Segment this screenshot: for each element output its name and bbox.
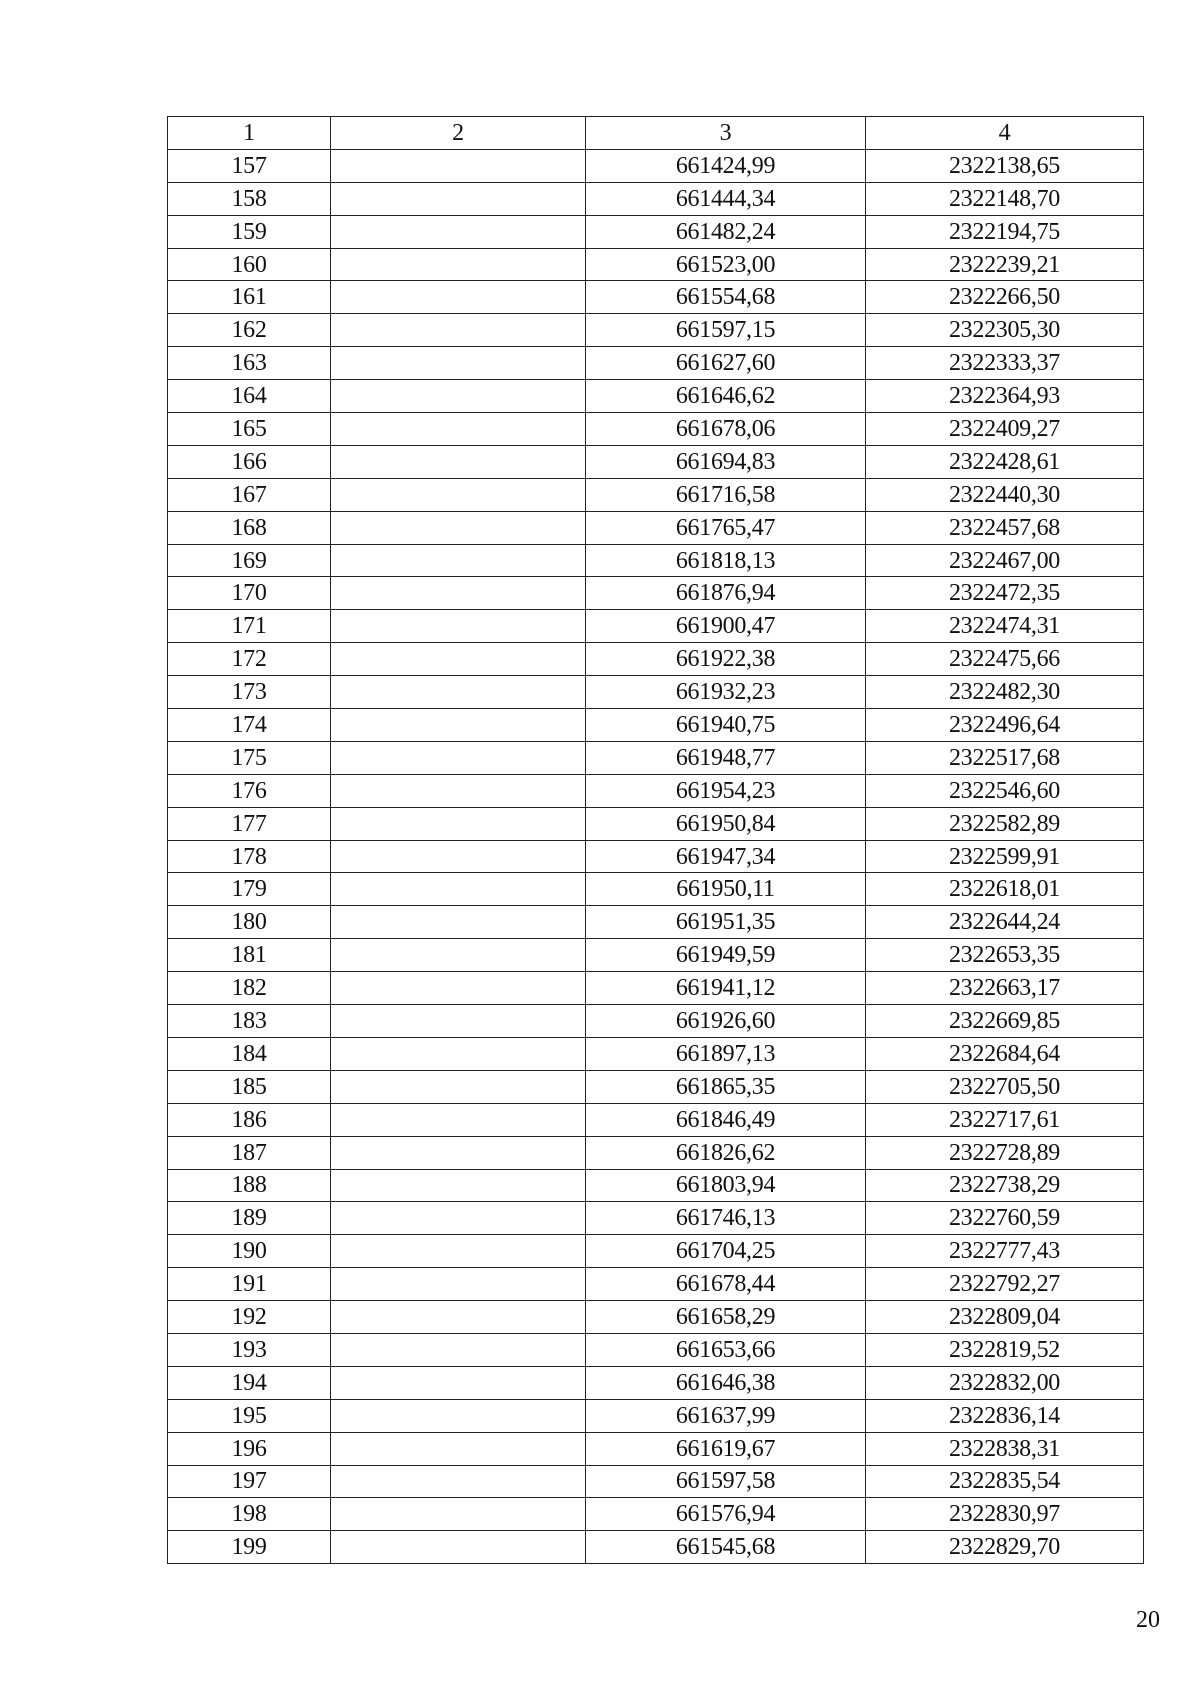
cell-y-coordinate: 2322669,85 [866, 1005, 1144, 1038]
cell-point-number: 176 [168, 774, 331, 807]
table-row [168, 807, 1144, 840]
cell-y-coordinate: 2322644,24 [866, 906, 1144, 939]
table-header-row [168, 117, 1144, 150]
cell-x-coordinate: 661424,99 [586, 149, 866, 182]
cell-y-coordinate: 2322148,70 [866, 182, 1144, 215]
cell-x-coordinate: 661545,68 [586, 1531, 866, 1564]
cell-y-coordinate: 2322760,59 [866, 1202, 1144, 1235]
table-row [168, 610, 1144, 643]
cell-point-number: 170 [168, 577, 331, 610]
cell-column-2 [331, 1432, 586, 1465]
cell-y-coordinate: 2322663,17 [866, 972, 1144, 1005]
cell-column-2 [331, 676, 586, 709]
cell-y-coordinate: 2322428,61 [866, 445, 1144, 478]
table-row [168, 774, 1144, 807]
cell-column-2 [331, 1103, 586, 1136]
cell-y-coordinate: 2322717,61 [866, 1103, 1144, 1136]
cell-column-2 [331, 1531, 586, 1564]
cell-x-coordinate: 661826,62 [586, 1136, 866, 1169]
cell-x-coordinate: 661704,25 [586, 1235, 866, 1268]
cell-point-number: 180 [168, 906, 331, 939]
header-cell-y-coordinate: 4 [866, 117, 1144, 150]
table-row [168, 248, 1144, 281]
cell-y-coordinate: 2322777,43 [866, 1235, 1144, 1268]
cell-column-2 [331, 610, 586, 643]
table-row [168, 1333, 1144, 1366]
table-row [168, 643, 1144, 676]
cell-x-coordinate: 661876,94 [586, 577, 866, 610]
cell-y-coordinate: 2322582,89 [866, 807, 1144, 840]
cell-point-number: 188 [168, 1169, 331, 1202]
table-row [168, 1268, 1144, 1301]
table-row [168, 347, 1144, 380]
cell-x-coordinate: 661926,60 [586, 1005, 866, 1038]
table-row [168, 1531, 1144, 1564]
cell-y-coordinate: 2322830,97 [866, 1498, 1144, 1531]
table-row [168, 939, 1144, 972]
table-row [168, 873, 1144, 906]
cell-column-2 [331, 380, 586, 413]
cell-column-2 [331, 215, 586, 248]
cell-column-2 [331, 1399, 586, 1432]
cell-column-2 [331, 1202, 586, 1235]
cell-column-2 [331, 840, 586, 873]
cell-y-coordinate: 2322496,64 [866, 709, 1144, 742]
cell-x-coordinate: 661765,47 [586, 511, 866, 544]
cell-x-coordinate: 661694,83 [586, 445, 866, 478]
cell-y-coordinate: 2322792,27 [866, 1268, 1144, 1301]
cell-column-2 [331, 873, 586, 906]
cell-column-2 [331, 1037, 586, 1070]
cell-point-number: 187 [168, 1136, 331, 1169]
cell-point-number: 195 [168, 1399, 331, 1432]
cell-point-number: 168 [168, 511, 331, 544]
cell-x-coordinate: 661678,06 [586, 413, 866, 446]
cell-y-coordinate: 2322829,70 [866, 1531, 1144, 1564]
cell-column-2 [331, 972, 586, 1005]
table-row [168, 840, 1144, 873]
cell-y-coordinate: 2322457,68 [866, 511, 1144, 544]
cell-column-2 [331, 709, 586, 742]
coordinates-table [167, 116, 1144, 1564]
cell-x-coordinate: 661627,60 [586, 347, 866, 380]
cell-x-coordinate: 661646,62 [586, 380, 866, 413]
cell-column-2 [331, 1235, 586, 1268]
cell-x-coordinate: 661576,94 [586, 1498, 866, 1531]
cell-x-coordinate: 661949,59 [586, 939, 866, 972]
cell-y-coordinate: 2322333,37 [866, 347, 1144, 380]
cell-x-coordinate: 661619,67 [586, 1432, 866, 1465]
cell-column-2 [331, 413, 586, 446]
cell-column-2 [331, 1268, 586, 1301]
cell-y-coordinate: 2322364,93 [866, 380, 1144, 413]
cell-y-coordinate: 2322440,30 [866, 478, 1144, 511]
table-row [168, 1202, 1144, 1235]
table-row [168, 709, 1144, 742]
cell-x-coordinate: 661523,00 [586, 248, 866, 281]
cell-x-coordinate: 661482,24 [586, 215, 866, 248]
cell-column-2 [331, 1070, 586, 1103]
cell-point-number: 159 [168, 215, 331, 248]
cell-point-number: 181 [168, 939, 331, 972]
cell-point-number: 175 [168, 741, 331, 774]
table-row [168, 1103, 1144, 1136]
cell-x-coordinate: 661658,29 [586, 1301, 866, 1334]
cell-column-2 [331, 445, 586, 478]
cell-y-coordinate: 2322138,65 [866, 149, 1144, 182]
cell-y-coordinate: 2322832,00 [866, 1366, 1144, 1399]
cell-y-coordinate: 2322836,14 [866, 1399, 1144, 1432]
cell-point-number: 191 [168, 1268, 331, 1301]
cell-column-2 [331, 774, 586, 807]
cell-point-number: 194 [168, 1366, 331, 1399]
cell-point-number: 179 [168, 873, 331, 906]
cell-x-coordinate: 661846,49 [586, 1103, 866, 1136]
cell-column-2 [331, 149, 586, 182]
cell-point-number: 199 [168, 1531, 331, 1564]
table-row [168, 1432, 1144, 1465]
table-row [168, 1301, 1144, 1334]
cell-point-number: 164 [168, 380, 331, 413]
cell-column-2 [331, 1333, 586, 1366]
table-row [168, 1366, 1144, 1399]
cell-y-coordinate: 2322239,21 [866, 248, 1144, 281]
table-row [168, 1465, 1144, 1498]
cell-x-coordinate: 661940,75 [586, 709, 866, 742]
table-row [168, 380, 1144, 413]
cell-column-2 [331, 1366, 586, 1399]
cell-x-coordinate: 661597,58 [586, 1465, 866, 1498]
cell-x-coordinate: 661922,38 [586, 643, 866, 676]
cell-y-coordinate: 2322482,30 [866, 676, 1144, 709]
cell-point-number: 174 [168, 709, 331, 742]
cell-column-2 [331, 1465, 586, 1498]
cell-y-coordinate: 2322599,91 [866, 840, 1144, 873]
table-row [168, 1070, 1144, 1103]
table-row [168, 544, 1144, 577]
cell-point-number: 186 [168, 1103, 331, 1136]
cell-x-coordinate: 661637,99 [586, 1399, 866, 1432]
cell-point-number: 184 [168, 1037, 331, 1070]
table-row [168, 149, 1144, 182]
cell-column-2 [331, 281, 586, 314]
cell-point-number: 160 [168, 248, 331, 281]
cell-x-coordinate: 661932,23 [586, 676, 866, 709]
cell-column-2 [331, 1005, 586, 1038]
cell-x-coordinate: 661653,66 [586, 1333, 866, 1366]
cell-y-coordinate: 2322618,01 [866, 873, 1144, 906]
cell-point-number: 189 [168, 1202, 331, 1235]
table-row [168, 1037, 1144, 1070]
cell-x-coordinate: 661954,23 [586, 774, 866, 807]
cell-column-2 [331, 577, 586, 610]
cell-point-number: 162 [168, 314, 331, 347]
table-row [168, 972, 1144, 1005]
table-row [168, 1399, 1144, 1432]
cell-x-coordinate: 661951,35 [586, 906, 866, 939]
table-row [168, 676, 1144, 709]
cell-column-2 [331, 906, 586, 939]
cell-x-coordinate: 661950,11 [586, 873, 866, 906]
cell-point-number: 196 [168, 1432, 331, 1465]
cell-column-2 [331, 643, 586, 676]
cell-column-2 [331, 1136, 586, 1169]
cell-x-coordinate: 661950,84 [586, 807, 866, 840]
cell-column-2 [331, 182, 586, 215]
cell-y-coordinate: 2322467,00 [866, 544, 1144, 577]
cell-y-coordinate: 2322835,54 [866, 1465, 1144, 1498]
cell-y-coordinate: 2322194,75 [866, 215, 1144, 248]
table-row [168, 1005, 1144, 1038]
header-cell-x-coordinate: 3 [586, 117, 866, 150]
table-row [168, 1169, 1144, 1202]
cell-point-number: 166 [168, 445, 331, 478]
cell-column-2 [331, 939, 586, 972]
cell-point-number: 192 [168, 1301, 331, 1334]
cell-column-2 [331, 1301, 586, 1334]
cell-column-2 [331, 1169, 586, 1202]
cell-point-number: 171 [168, 610, 331, 643]
table-body [168, 149, 1144, 1563]
table-row [168, 182, 1144, 215]
table-row [168, 1136, 1144, 1169]
cell-column-2 [331, 347, 586, 380]
cell-x-coordinate: 661597,15 [586, 314, 866, 347]
cell-x-coordinate: 661948,77 [586, 741, 866, 774]
cell-x-coordinate: 661444,34 [586, 182, 866, 215]
table-row [168, 511, 1144, 544]
cell-y-coordinate: 2322517,68 [866, 741, 1144, 774]
cell-x-coordinate: 661941,12 [586, 972, 866, 1005]
table-row [168, 906, 1144, 939]
cell-point-number: 190 [168, 1235, 331, 1268]
cell-column-2 [331, 1498, 586, 1531]
cell-x-coordinate: 661818,13 [586, 544, 866, 577]
cell-y-coordinate: 2322475,66 [866, 643, 1144, 676]
cell-point-number: 183 [168, 1005, 331, 1038]
table-row [168, 577, 1144, 610]
cell-x-coordinate: 661554,68 [586, 281, 866, 314]
cell-y-coordinate: 2322474,31 [866, 610, 1144, 643]
cell-y-coordinate: 2322266,50 [866, 281, 1144, 314]
cell-point-number: 193 [168, 1333, 331, 1366]
cell-y-coordinate: 2322546,60 [866, 774, 1144, 807]
page-number: 20 [1136, 1607, 1160, 1633]
table-row [168, 478, 1144, 511]
cell-y-coordinate: 2322684,64 [866, 1037, 1144, 1070]
cell-y-coordinate: 2322653,35 [866, 939, 1144, 972]
cell-y-coordinate: 2322738,29 [866, 1169, 1144, 1202]
cell-column-2 [331, 314, 586, 347]
cell-column-2 [331, 741, 586, 774]
cell-point-number: 172 [168, 643, 331, 676]
cell-point-number: 157 [168, 149, 331, 182]
cell-y-coordinate: 2322728,89 [866, 1136, 1144, 1169]
cell-y-coordinate: 2322472,35 [866, 577, 1144, 610]
cell-x-coordinate: 661746,13 [586, 1202, 866, 1235]
cell-y-coordinate: 2322409,27 [866, 413, 1144, 446]
table-row [168, 281, 1144, 314]
cell-point-number: 163 [168, 347, 331, 380]
cell-point-number: 165 [168, 413, 331, 446]
table-row [168, 1498, 1144, 1531]
cell-x-coordinate: 661803,94 [586, 1169, 866, 1202]
cell-column-2 [331, 511, 586, 544]
cell-y-coordinate: 2322305,30 [866, 314, 1144, 347]
table-row [168, 445, 1144, 478]
cell-point-number: 158 [168, 182, 331, 215]
cell-point-number: 169 [168, 544, 331, 577]
cell-point-number: 161 [168, 281, 331, 314]
cell-point-number: 178 [168, 840, 331, 873]
cell-x-coordinate: 661897,13 [586, 1037, 866, 1070]
cell-y-coordinate: 2322809,04 [866, 1301, 1144, 1334]
table-row [168, 741, 1144, 774]
cell-x-coordinate: 661646,38 [586, 1366, 866, 1399]
cell-column-2 [331, 807, 586, 840]
cell-point-number: 167 [168, 478, 331, 511]
table-row [168, 314, 1144, 347]
cell-column-2 [331, 478, 586, 511]
cell-y-coordinate: 2322819,52 [866, 1333, 1144, 1366]
cell-x-coordinate: 661900,47 [586, 610, 866, 643]
cell-y-coordinate: 2322705,50 [866, 1070, 1144, 1103]
cell-y-coordinate: 2322838,31 [866, 1432, 1144, 1465]
cell-point-number: 182 [168, 972, 331, 1005]
header-cell-column-2: 2 [331, 117, 586, 150]
cell-point-number: 197 [168, 1465, 331, 1498]
cell-point-number: 177 [168, 807, 331, 840]
cell-x-coordinate: 661678,44 [586, 1268, 866, 1301]
header-cell-point-number: 1 [168, 117, 331, 150]
cell-column-2 [331, 248, 586, 281]
cell-x-coordinate: 661947,34 [586, 840, 866, 873]
table-row [168, 413, 1144, 446]
table-row [168, 215, 1144, 248]
cell-point-number: 173 [168, 676, 331, 709]
cell-point-number: 185 [168, 1070, 331, 1103]
cell-x-coordinate: 661865,35 [586, 1070, 866, 1103]
cell-x-coordinate: 661716,58 [586, 478, 866, 511]
cell-column-2 [331, 544, 586, 577]
cell-point-number: 198 [168, 1498, 331, 1531]
table-row [168, 1235, 1144, 1268]
